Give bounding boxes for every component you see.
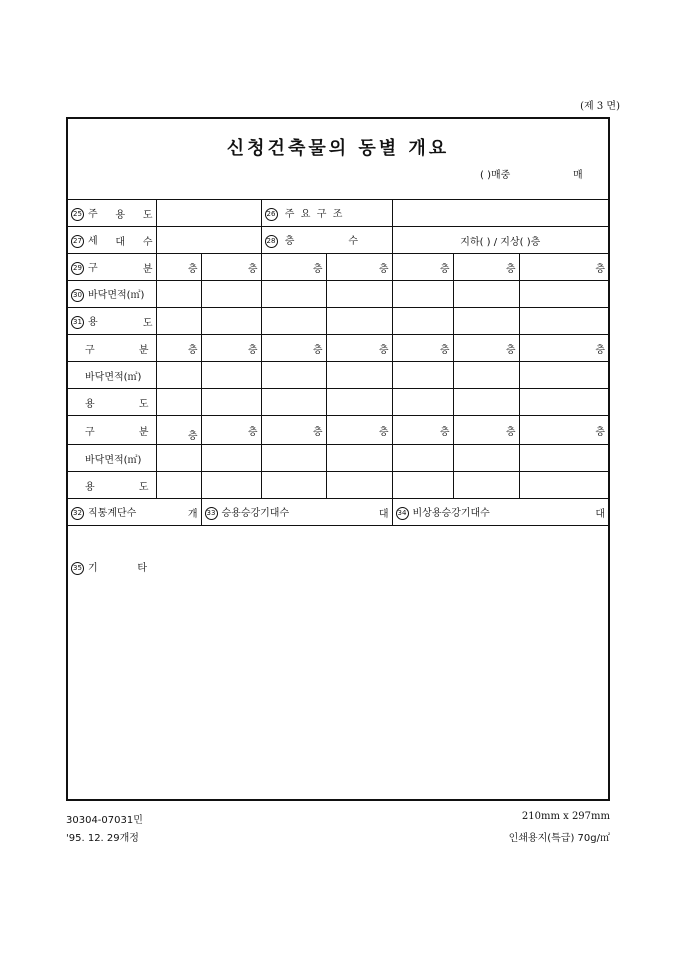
area-cell[interactable] (261, 281, 326, 308)
form-code: 30304-07031민 (66, 815, 143, 826)
floor-cell[interactable]: 층 (156, 254, 201, 281)
sheet-unit: 매 (573, 170, 583, 181)
use-cell[interactable] (453, 389, 519, 416)
label-category: 구 분 (68, 335, 156, 362)
table-row (68, 200, 608, 227)
floor-cell[interactable]: 층 (261, 254, 326, 281)
main-use-field[interactable] (156, 200, 261, 227)
use-cell[interactable] (392, 389, 453, 416)
use-cell[interactable] (326, 472, 392, 499)
page-number: (제 3 면) (580, 101, 620, 112)
label-households: 27 세 대 수 (68, 227, 156, 254)
floor-cell[interactable]: 층 (453, 254, 519, 281)
floor-cell[interactable]: 층 (326, 416, 392, 445)
area-cell[interactable] (201, 445, 261, 472)
area-cell[interactable] (519, 362, 608, 389)
floor-cell[interactable]: 층 (201, 416, 261, 445)
use-cell[interactable] (453, 472, 519, 499)
area-cell[interactable] (156, 445, 201, 472)
area-cell[interactable] (453, 362, 519, 389)
use-cell[interactable] (156, 389, 201, 416)
table-row (68, 499, 608, 526)
circled-number: 29 (71, 262, 84, 275)
floor-cell[interactable]: 층 (519, 335, 608, 362)
area-cell[interactable] (392, 362, 453, 389)
table-row (68, 308, 608, 335)
use-cell[interactable] (201, 389, 261, 416)
floor-cell[interactable]: 층 (156, 416, 201, 445)
use-cell[interactable] (326, 308, 392, 335)
label-main-use: 25 주 용 도 (68, 200, 156, 227)
table-row (68, 445, 608, 472)
circled-number: 27 (71, 235, 84, 248)
use-cell[interactable] (453, 308, 519, 335)
area-cell[interactable] (261, 445, 326, 472)
label-floor-area: 바닥면적(㎡) (68, 362, 156, 389)
passenger-elevators-label: 승용승강기대수 (221, 508, 290, 520)
label-use: 용 도 (68, 389, 156, 416)
use-cell[interactable] (156, 472, 201, 499)
floor-cell[interactable]: 층 (453, 416, 519, 445)
table-row (68, 335, 608, 362)
direct-stairs-unit: 개 (187, 508, 198, 520)
label-floor-area: 30 바닥면적(㎡) (68, 281, 156, 308)
use-cell[interactable] (392, 308, 453, 335)
main-structure-field[interactable] (392, 200, 608, 227)
floor-cell[interactable]: 층 (261, 335, 326, 362)
use-cell[interactable] (201, 472, 261, 499)
area-cell[interactable] (326, 281, 392, 308)
floor-cell[interactable]: 층 (392, 416, 453, 445)
building-summary-table (68, 199, 608, 526)
table-row (68, 254, 608, 281)
circled-number: 26 (265, 208, 278, 221)
area-cell[interactable] (392, 445, 453, 472)
table-row (68, 362, 608, 389)
table-row (68, 389, 608, 416)
area-cell[interactable] (453, 445, 519, 472)
area-cell[interactable] (519, 445, 608, 472)
use-cell[interactable] (156, 308, 201, 335)
use-cell[interactable] (326, 389, 392, 416)
table-row (68, 281, 608, 308)
use-cell[interactable] (261, 389, 326, 416)
area-cell[interactable] (326, 362, 392, 389)
use-cell[interactable] (392, 472, 453, 499)
label-floor-count: 28 층 수 (261, 227, 392, 254)
area-cell[interactable] (261, 362, 326, 389)
use-cell[interactable] (201, 308, 261, 335)
label-main-structure: 26 주 요 구 조 (261, 200, 392, 227)
area-cell[interactable] (453, 281, 519, 308)
direct-stairs-label: 직통계단수 (88, 508, 137, 520)
form-frame (66, 117, 610, 801)
circled-number: 32 (71, 507, 84, 520)
circled-number: 31 (71, 316, 84, 329)
other-notes-field[interactable]: 35 기 타 (68, 559, 147, 575)
label-category: 구 분 (68, 416, 156, 445)
label-use: 용 도 (68, 472, 156, 499)
use-cell[interactable] (261, 308, 326, 335)
circled-number: 33 (205, 507, 218, 520)
floor-cell[interactable]: 층 (392, 254, 453, 281)
circled-number: 30 (71, 289, 84, 302)
label-use: 31 용 도 (68, 308, 156, 335)
area-cell[interactable] (326, 445, 392, 472)
area-cell[interactable] (201, 281, 261, 308)
paper-spec: 인쇄용지(특급) 70g/㎡ (508, 833, 610, 844)
floor-cell[interactable]: 층 (156, 335, 201, 362)
emergency-elevators-field[interactable] (392, 499, 608, 526)
sheet-count: ( )매중 (480, 170, 511, 181)
revision-date: '95. 12. 29개정 (66, 833, 139, 844)
use-cell[interactable] (519, 472, 608, 499)
label-floor-area: 바닥면적(㎡) (68, 445, 156, 472)
floor-cell[interactable]: 층 (201, 335, 261, 362)
floor-cell[interactable]: 층 (519, 416, 608, 445)
floor-cell[interactable]: 층 (326, 254, 392, 281)
passenger-elevators-field[interactable] (201, 499, 392, 526)
circled-number: 34 (396, 507, 409, 520)
direct-stairs-field[interactable] (68, 499, 201, 526)
floor-cell[interactable]: 층 (326, 335, 392, 362)
area-cell[interactable] (156, 281, 201, 308)
passenger-elevators-unit: 대 (378, 508, 389, 520)
emergency-elevators-unit: 대 (595, 508, 606, 520)
floor-cell[interactable]: 층 (201, 254, 261, 281)
label-category: 29 구 분 (68, 254, 156, 281)
households-field[interactable] (156, 227, 261, 254)
table-row (68, 227, 608, 254)
paper-size: 210mm x 297mm (521, 811, 610, 822)
circled-number: 35 (71, 562, 84, 575)
floor-cell[interactable]: 층 (519, 254, 608, 281)
use-cell[interactable] (519, 308, 608, 335)
circled-number: 28 (265, 235, 278, 248)
floor-cell[interactable]: 층 (261, 416, 326, 445)
table-row (68, 416, 608, 445)
form-title: 신청건축물의 동별 개요 (226, 138, 450, 159)
area-cell[interactable] (392, 281, 453, 308)
table-row (68, 472, 608, 499)
use-cell[interactable] (519, 389, 608, 416)
use-cell[interactable] (261, 472, 326, 499)
area-cell[interactable] (201, 362, 261, 389)
emergency-elevators-label: 비상용승강기대수 (412, 508, 490, 520)
floor-count-field[interactable]: 지하( ) / 지상( )층 (392, 227, 608, 254)
floor-cell[interactable]: 층 (453, 335, 519, 362)
area-cell[interactable] (519, 281, 608, 308)
area-cell[interactable] (156, 362, 201, 389)
circled-number: 25 (71, 208, 84, 221)
floor-cell[interactable]: 층 (392, 335, 453, 362)
